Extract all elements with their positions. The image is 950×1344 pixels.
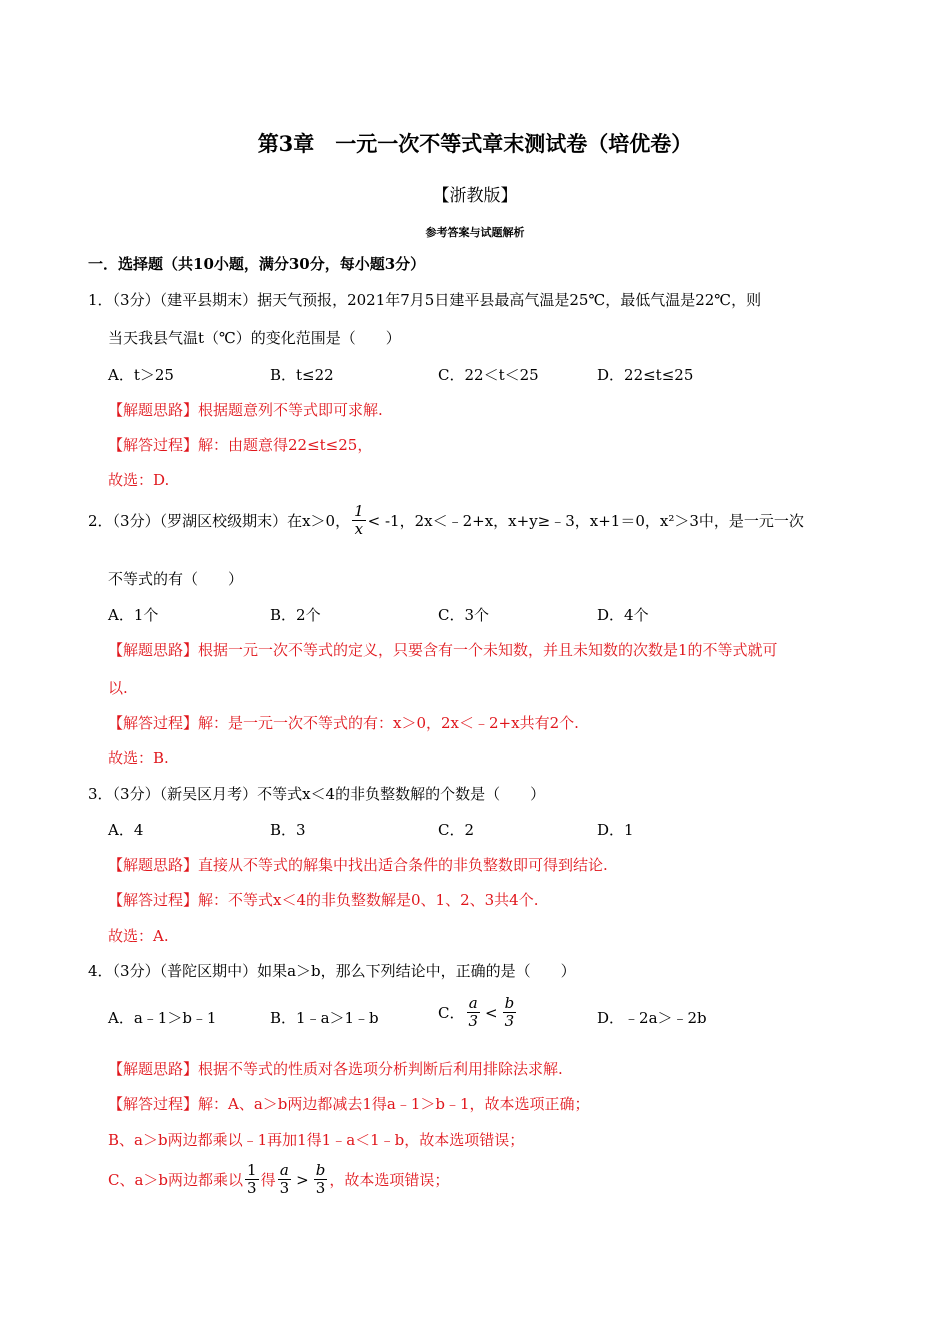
edition-label: 【浙教版】 (432, 186, 518, 206)
q1-stem-cont: 当天我县气温t（℃）的变化范围是（ ） (108, 329, 401, 347)
q1-option-d: D．22≤t≤25 (597, 366, 694, 384)
q2-stem-part-b: < -1，2x＜﹣2+x，x+y≥﹣3，x+1＝0，x²＞3中，是一元一次 (367, 512, 804, 531)
q2-stem-part-a: 2．（3分）（罗湖区校级期末）在x＞0， (88, 512, 351, 531)
page-title: 第3章 一元一次不等式章末测试卷（培优卷） (257, 131, 693, 156)
q3-option-d: D．1 (597, 821, 634, 839)
q4-option-c-frac-a-num: a (468, 994, 478, 1012)
q2-option-d: D．4个 (597, 606, 649, 624)
q4-line-b: B、a＞b两边都乘以﹣1再加1得1﹣a＜1﹣b，故本选项错误； (108, 1131, 525, 1149)
q4-option-c-frac-a (466, 995, 480, 1031)
q4-option-c-frac-b-den: 3 (504, 1012, 515, 1031)
q2-idea: 【解题思路】根据一元一次不等式的定义，只要含有一个未知数，并且未知数的次数是1的不等式就可 (108, 641, 778, 659)
q4-option-b: B．1﹣a＞1﹣b (270, 1009, 379, 1027)
q3-idea: 【解题思路】直接从不等式的解集中找出适合条件的非负整数即可得到结论. (108, 856, 608, 874)
q1-process: 【解答过程】解：由题意得22≤t≤25， (108, 436, 373, 454)
q4-option-d: D．﹣2a＞﹣2b (597, 1009, 707, 1027)
q3-process: 【解答过程】解：不等式x＜4的非负整数解是0、1、2、3共4个. (108, 891, 539, 909)
q4-option-c-op: < (485, 1003, 498, 1022)
q2-fraction-num: 1 (354, 502, 364, 520)
q2-process: 【解答过程】解：是一元一次不等式的有：x＞0，2x＜﹣2+x共有2个. (108, 714, 579, 732)
q1-option-a: A．t＞25 (108, 366, 174, 384)
q4-line-c (108, 1162, 449, 1198)
q2-stem-cont: 不等式的有（ ） (108, 570, 244, 588)
q1-idea: 【解题思路】根据题意列不等式即可求解. (108, 401, 383, 419)
q4-line-c-op: > (296, 1170, 309, 1189)
q2-stem (88, 503, 804, 539)
q2-idea-cont: 以. (108, 679, 128, 697)
q2-fraction-den: x (354, 520, 364, 539)
q2-fraction (352, 503, 366, 539)
q1-option-b: B．t≤22 (270, 366, 334, 384)
q4-line-c-end: ，故本选项错误； (329, 1171, 450, 1190)
q3-option-b: B．3 (270, 821, 306, 839)
q4-option-c-frac-a-den: 3 (468, 1012, 479, 1031)
section-heading: 一．选择题（共10小题，满分30分，每小题3分） (88, 255, 426, 273)
q4-line-c-frac-3-den: 3 (315, 1179, 326, 1198)
q3-option-a: A．4 (108, 821, 144, 839)
q4-line-c-frac-2-den: 3 (279, 1179, 290, 1198)
q4-process: 【解答过程】解：A、a＞b两边都减去1得a﹣1＞b﹣1，故本选项正确； (108, 1095, 590, 1113)
q4-idea: 【解题思路】根据不等式的性质对各选项分析判断后利用排除法求解. (108, 1060, 563, 1078)
q4-stem: 4．（3分）（普陀区期中）如果a＞b，那么下列结论中，正确的是（ ） (88, 962, 576, 980)
q4-option-c-frac-b (503, 995, 517, 1031)
q4-option-c-frac-b-num: b (504, 994, 515, 1012)
q2-answer: 故选：B. (108, 749, 169, 767)
q2-option-c: C．3个 (438, 606, 490, 624)
q4-option-a: A．a﹣1＞b﹣1 (108, 1009, 217, 1027)
q1-option-c: C．22＜t＜25 (438, 366, 539, 384)
q1-answer: 故选：D. (108, 471, 170, 489)
q4-line-c-frac-2 (278, 1162, 292, 1198)
q3-stem: 3．（3分）（新吴区月考）不等式x＜4的非负整数解的个数是（ ） (88, 785, 546, 803)
q4-line-c-frac-1-den: 3 (247, 1179, 257, 1198)
q2-option-a: A．1个 (108, 606, 159, 624)
q3-answer: 故选：A. (108, 927, 169, 945)
q4-line-c-frac-1-num: 1 (247, 1161, 257, 1179)
q4-option-c-label: C． (438, 1004, 465, 1023)
answer-heading: 参考答案与试题解析 (425, 226, 525, 239)
q4-line-c-frac-1 (245, 1162, 259, 1198)
q3-option-c: C．2 (438, 821, 475, 839)
q4-line-c-part-a: C、a＞b两边都乘以 (108, 1171, 244, 1190)
q4-line-c-frac-3-num: b (315, 1161, 326, 1179)
q4-line-c-frac-2-num: a (279, 1161, 289, 1179)
q4-option-c (438, 995, 518, 1031)
q2-option-b: B．2个 (270, 606, 321, 624)
q4-line-c-frac-3 (314, 1162, 328, 1198)
q4-line-c-mid: 得 (260, 1171, 276, 1190)
q1-stem: 1．（3分）（建平县期末）据天气预报，2021年7月5日建平县最高气温是25℃，最低气温是22℃，则 (88, 291, 762, 309)
